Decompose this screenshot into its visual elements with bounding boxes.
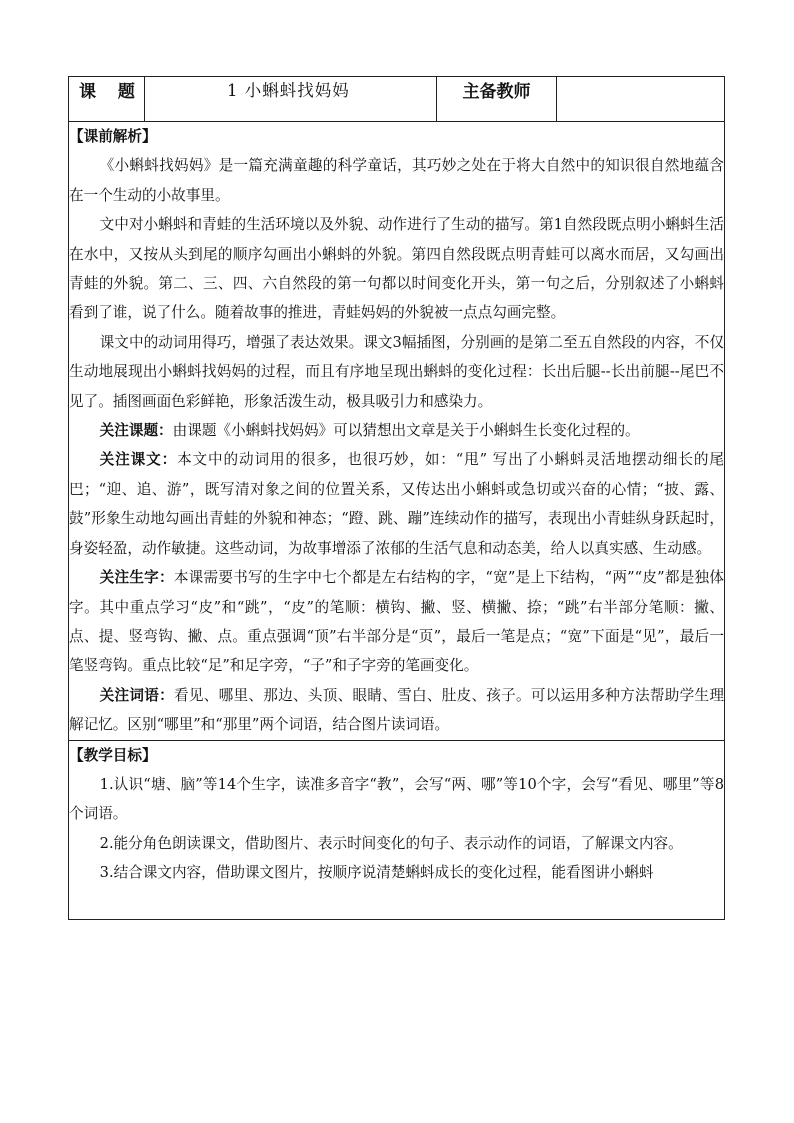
- teacher-value: [557, 77, 725, 122]
- lesson-plan-table: [68, 76, 725, 920]
- focus-label: 关注词语：: [99, 686, 175, 704]
- focus-characters: [69, 563, 724, 681]
- focus-text: 由课题《小蝌蚪找妈妈》可以猜想出文章是关于小蝌蚪生长变化过程的。: [172, 422, 640, 440]
- focus-label: 关注课文：: [99, 451, 178, 469]
- analysis-row: [69, 122, 725, 741]
- goals-section: [69, 740, 725, 919]
- goals-row: [69, 740, 725, 919]
- header-row: [69, 77, 725, 122]
- analysis-title: 【课前解析】: [69, 128, 157, 145]
- goal-item: 1.认识“塘、脑”等14个生字，读准多音字“教”，会写“两、哪”等10个字，会写“看见、哪里”等8个词语。: [69, 775, 724, 823]
- focus-label: 关注课题：: [99, 422, 173, 440]
- focus-text: 本文中的动词用的很多，也很巧妙，如：“甩” 写出了小蝌蚪灵活地摆动细长的尾巴；“迎、追、游”，既写清对象之间的位置关系，又传达出小蝌蚪或急切或兴奋的心情；“披、露、鼓”形象生动地勾画出青蛙的外貌和神态；“蹬、跳、蹦”连续动作的描写，表现出小青蛙纵身跃起时，身姿轻盈，动作敏捷。这些动词，为故事增添了浓郁的生活气息和动态美，给人以真实感、生动感。: [69, 451, 724, 557]
- topic-label: 课 题: [69, 77, 145, 122]
- goals-title: 【教学目标】: [69, 746, 157, 764]
- analysis-paragraph: 文中对小蝌蚪和青蛙的生活环境以及外貌、动作进行了生动的描写。第1自然段既点明小蝌蚪生活在水中，又按从头到尾的顺序勾画出小蝌蚪的外貌。第四自然段既点明青蛙可以离水而居，又勾画出青蛙的外貌。第二、三、四、六自然段的第一句都以时间变化开头，第一句之后，分别叙述了小蝌蚪看到了谁，说了什么。随着故事的推进，青蛙妈妈的外貌被一点点勾画完整。: [69, 216, 724, 322]
- goal-item: 3.结合课文内容，借助课文图片，按顺序说清楚蝌蚪成长的变化过程，能看图讲小蝌蚪: [99, 864, 654, 882]
- focus-text-section: [69, 445, 724, 563]
- lesson-plan-page: [68, 76, 724, 920]
- teacher-label: 主备教师: [437, 77, 557, 122]
- topic-value: 1 小蝌蚪找妈妈: [145, 77, 437, 122]
- focus-topic: [69, 416, 724, 445]
- analysis-section: [69, 122, 725, 741]
- focus-words: [69, 681, 724, 740]
- focus-text: 本课需要书写的生字中七个都是左右结构的字，“宽”是上下结构，“两”“皮”都是独体字。其中重点学习“皮”和“跳”，“皮”的笔顺：横钩、撇、竖、横撇、捺；“跳”右半部分笔顺：撇、点、提、竖弯钩、撇、点。重点强调“顶”右半部分是“页”，最后一笔是点；“宽”下面是“见”，最后一笔竖弯钩。重点比较“足”和足字旁，“子”和子字旁的笔画变化。: [69, 569, 724, 675]
- analysis-paragraph: 课文中的动词用得巧，增强了表达效果。课文3幅插图，分别画的是第二至五自然段的内容，不仅生动地展现出小蝌蚪找妈妈的过程，而且有序地呈现出蝌蚪的变化过程：长出后腿--长出前腿--尾巴不见了。插图画面色彩鲜艳，形象活泼生动，极具吸引力和感染力。: [69, 333, 724, 410]
- analysis-paragraph: 《小蝌蚪找妈妈》是一篇充满童趣的科学童话，其巧妙之处在于将大自然中的知识很自然地蕴含在一个生动的小故事里。: [69, 157, 724, 204]
- focus-label: 关注生字：: [99, 569, 174, 587]
- goal-item: 2.能分角色朗读课文，借助图片、表示时间变化的句子、表示动作的词语，了解课文内容。: [99, 834, 683, 852]
- focus-text: 看见、哪里、那边、头顶、眼睛、雪白、肚皮、孩子。可以运用多种方法帮助学生理解记忆。区别“哪里”和“那里”两个词语，结合图片读词语。: [69, 686, 724, 734]
